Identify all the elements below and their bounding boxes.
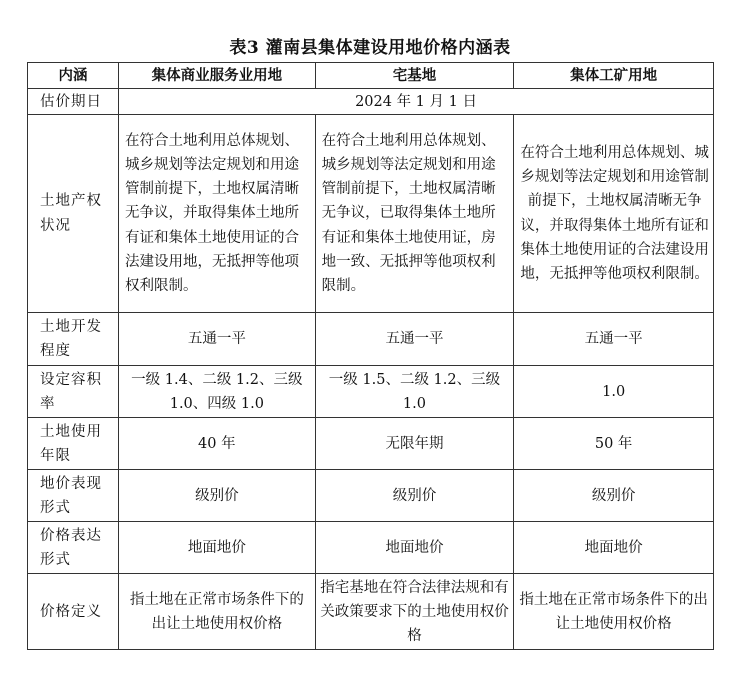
table-cell: 在符合土地利用总体规划、城乡规划等法定规划和用途管制前提下，土地权属清晰无争议，已取得集体土地所有证和集体土地使用证，房地一致、无抵押等他项权利限制。 [315,115,514,313]
table-row [28,115,714,313]
table-cell: 在符合土地利用总体规划、城乡规划等法定规划和用途管制前提下，土地权属清晰无争议，并取得集体土地所有证和集体土地使用证的合法建设用地，无抵押等他项权利限制。 [119,115,316,313]
table-title: 表3 灌南县集体建设用地价格内涵表 [229,38,511,58]
table-cell: 五通一平 [119,313,316,366]
row-label: 土地使用 年限 [28,418,119,470]
land-price-connotation-table [27,62,714,650]
table-cell: 地面地价 [119,522,316,574]
table-cell: 50 年 [514,418,714,470]
header-cell-commercial: 集体商业服务业用地 [119,63,316,89]
table-cell: 一级 1.5、二级 1.2、三级 1.0 [315,366,514,418]
table-cell: 五通一平 [315,313,514,366]
table-cell: 一级 1.4、二级 1.2、三级 1.0、四级 1.0 [119,366,316,418]
table-cell: 指土地在正常市场条件下的出让土地使用权价格 [514,574,714,650]
table-cell: 地面地价 [514,522,714,574]
row-label: 价格表达 形式 [28,522,119,574]
row-label: 地价表现 形式 [28,470,119,522]
table-cell: 在符合土地利用总体规划、城乡规划等法定规划和用途管制前提下，土地权属清晰无争议，并取得集体土地所有证和集体土地使用证的合法建设用地，无抵押等他项权利限制。 [514,115,714,313]
header-cell-industrial: 集体工矿用地 [514,63,714,89]
table-cell: 级别价 [119,470,316,522]
row-label: 土地开发 程度 [28,313,119,366]
table-row [28,89,714,115]
table-cell: 无限年期 [315,418,514,470]
row-label: 设定容积 率 [28,366,119,418]
table-cell: 级别价 [315,470,514,522]
table-cell: 1.0 [514,366,714,418]
table-cell: 级别价 [514,470,714,522]
table-row [28,470,714,522]
row-label: 估价期日 [28,89,119,115]
header-cell-connotation: 内涵 [28,63,119,89]
table-cell: 五通一平 [514,313,714,366]
header-row [28,63,714,89]
table-row [28,418,714,470]
row-label: 价格定义 [28,574,119,650]
table-cell: 指宅基地在符合法律法规和有关政策要求下的土地使用权价格 [315,574,514,650]
table-row [28,522,714,574]
table-cell: 指土地在正常市场条件下的出让土地使用权价格 [119,574,316,650]
header-cell-homestead: 宅基地 [315,63,514,89]
row-label: 土地产权 状况 [28,115,119,313]
table-row [28,574,714,650]
table-row [28,313,714,366]
table-cell: 40 年 [119,418,316,470]
table-cell: 地面地价 [315,522,514,574]
table-row [28,366,714,418]
valuation-date-value: 2024 年 1 月 1 日 [119,89,714,115]
